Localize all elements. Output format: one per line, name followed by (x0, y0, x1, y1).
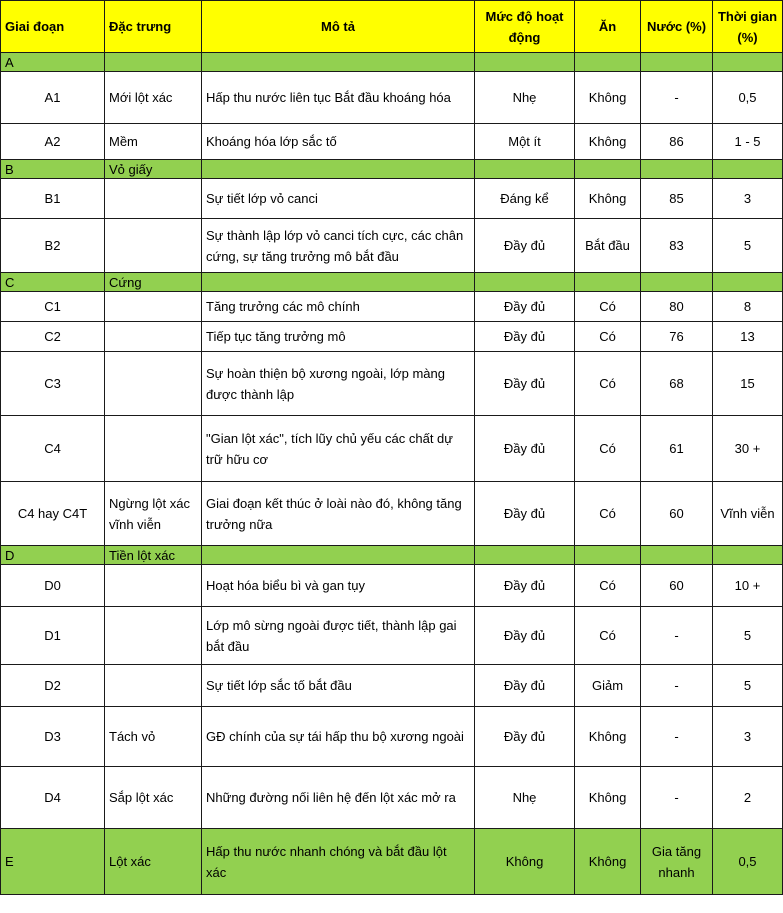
section-feature: Tiền lột xác (105, 546, 202, 565)
table-row-c2 (1, 322, 783, 352)
cell-time: 5 (713, 665, 783, 707)
cell-feeding: Không (575, 829, 641, 895)
cell-time: 0,5 (713, 829, 783, 895)
table-row-a1 (1, 72, 783, 124)
cell-stage: A2 (1, 124, 105, 160)
cell-water: 83 (641, 219, 713, 273)
cell-stage: D4 (1, 767, 105, 829)
cell-activity: Đầy đủ (475, 665, 575, 707)
cell-time: 5 (713, 219, 783, 273)
table-row-c1 (1, 292, 783, 322)
cell-stage: D0 (1, 565, 105, 607)
cell-water: 85 (641, 179, 713, 219)
cell-feature (105, 322, 202, 352)
cell-feeding: Có (575, 292, 641, 322)
cell-activity: Đầy đủ (475, 707, 575, 767)
cell-activity: Đầy đủ (475, 219, 575, 273)
cell-description: Sự hoàn thiện bộ xương ngoài, lớp màng được thành lập (202, 352, 475, 416)
cell-water: 60 (641, 482, 713, 546)
cell-description: Giai đoạn kết thúc ở loài nào đó, không tăng trưởng nữa (202, 482, 475, 546)
cell-stage: C2 (1, 322, 105, 352)
cell-feature (105, 565, 202, 607)
header-row (1, 1, 783, 53)
cell-feature: Ngừng lột xác vĩnh viễn (105, 482, 202, 546)
cell-feature: Sắp lột xác (105, 767, 202, 829)
cell-stage: C4 (1, 416, 105, 482)
cell-feature (105, 219, 202, 273)
cell-activity: Đầy đủ (475, 607, 575, 665)
cell-feature (105, 352, 202, 416)
cell-description: Những đường nối liên hệ đến lột xác mở ra (202, 767, 475, 829)
cell-feature (105, 292, 202, 322)
cell-feeding: Không (575, 72, 641, 124)
table-row-d0 (1, 565, 783, 607)
cell-description: Hấp thu nước liên tục Bắt đầu khoáng hóa (202, 72, 475, 124)
cell-time: 1 - 5 (713, 124, 783, 160)
cell-water: 60 (641, 565, 713, 607)
cell-activity: Một ít (475, 124, 575, 160)
section-row-c (1, 273, 783, 292)
cell-time: 30 + (713, 416, 783, 482)
cell-time: Vĩnh viễn (713, 482, 783, 546)
cell-time: 5 (713, 607, 783, 665)
cell-water: - (641, 72, 713, 124)
cell-activity: Nhẹ (475, 72, 575, 124)
cell-water: 86 (641, 124, 713, 160)
header-description: Mô tả (202, 1, 475, 53)
cell-feature: Mới lột xác (105, 72, 202, 124)
section-feature: Cứng (105, 273, 202, 292)
cell-description: Khoáng hóa lớp sắc tố (202, 124, 475, 160)
cell-description: Sự tiết lớp vỏ canci (202, 179, 475, 219)
cell-description: Tăng trưởng các mô chính (202, 292, 475, 322)
cell-stage: D2 (1, 665, 105, 707)
cell-time: 3 (713, 707, 783, 767)
cell-feature (105, 607, 202, 665)
cell-feeding: Có (575, 607, 641, 665)
section-feature (105, 53, 202, 72)
table-row-d1 (1, 607, 783, 665)
section-label: C (1, 273, 105, 292)
cell-feeding: Có (575, 322, 641, 352)
table-row-d4 (1, 767, 783, 829)
cell-activity: Đầy đủ (475, 352, 575, 416)
cell-description: "Gian lột xác", tích lũy chủ yếu các chất dự trữ hữu cơ (202, 416, 475, 482)
section-row-d (1, 546, 783, 565)
table-row-d3 (1, 707, 783, 767)
cell-feeding: Bắt đầu (575, 219, 641, 273)
cell-stage: E (1, 829, 105, 895)
cell-time: 3 (713, 179, 783, 219)
cell-feeding: Có (575, 352, 641, 416)
cell-feature: Lột xác (105, 829, 202, 895)
cell-time: 2 (713, 767, 783, 829)
header-activity: Mức độ hoạt động (475, 1, 575, 53)
cell-time: 0,5 (713, 72, 783, 124)
cell-activity: Đáng kể (475, 179, 575, 219)
table-row-c4t (1, 482, 783, 546)
header-feature: Đặc trưng (105, 1, 202, 53)
cell-feeding: Không (575, 179, 641, 219)
cell-feeding: Không (575, 767, 641, 829)
cell-time: 8 (713, 292, 783, 322)
cell-water: - (641, 607, 713, 665)
cell-feature: Mềm (105, 124, 202, 160)
cell-activity: Không (475, 829, 575, 895)
cell-description: GĐ chính của sự tái hấp thu bộ xương ngoài (202, 707, 475, 767)
cell-description: Tiếp tục tăng trưởng mô (202, 322, 475, 352)
table-row-a2 (1, 124, 783, 160)
cell-description: Sự tiết lớp sắc tố bắt đầu (202, 665, 475, 707)
cell-stage: B2 (1, 219, 105, 273)
table-row-b2 (1, 219, 783, 273)
cell-feeding: Không (575, 124, 641, 160)
table-row-c3 (1, 352, 783, 416)
section-feature: Vỏ giấy (105, 160, 202, 179)
cell-time: 10 + (713, 565, 783, 607)
section-row-a (1, 53, 783, 72)
cell-feature (105, 665, 202, 707)
table-row-e (1, 829, 783, 895)
cell-water: - (641, 767, 713, 829)
cell-activity: Đầy đủ (475, 565, 575, 607)
section-label: D (1, 546, 105, 565)
cell-stage: A1 (1, 72, 105, 124)
table-row-c4 (1, 416, 783, 482)
cell-time: 13 (713, 322, 783, 352)
cell-stage: C1 (1, 292, 105, 322)
cell-water: 68 (641, 352, 713, 416)
cell-activity: Đầy đủ (475, 322, 575, 352)
section-label: A (1, 53, 105, 72)
cell-description: Sự thành lập lớp vỏ canci tích cực, các chân cứng, sự tăng trưởng mô bắt đầu (202, 219, 475, 273)
header-time: Thời gian (%) (713, 1, 783, 53)
cell-stage: D1 (1, 607, 105, 665)
cell-feeding: Có (575, 416, 641, 482)
cell-feeding: Có (575, 565, 641, 607)
header-feeding: Ăn (575, 1, 641, 53)
cell-water: 80 (641, 292, 713, 322)
cell-description: Hấp thu nước nhanh chóng và bắt đầu lột xác (202, 829, 475, 895)
cell-activity: Đầy đủ (475, 482, 575, 546)
cell-activity: Nhẹ (475, 767, 575, 829)
cell-time: 15 (713, 352, 783, 416)
cell-feeding: Có (575, 482, 641, 546)
cell-stage: C4 hay C4T (1, 482, 105, 546)
cell-feature (105, 179, 202, 219)
cell-stage: D3 (1, 707, 105, 767)
cell-water: - (641, 665, 713, 707)
cell-activity: Đầy đủ (475, 416, 575, 482)
cell-feeding: Không (575, 707, 641, 767)
cell-feature: Tách vỏ (105, 707, 202, 767)
cell-water: 61 (641, 416, 713, 482)
cell-feature (105, 416, 202, 482)
section-row-b (1, 160, 783, 179)
cell-description: Hoạt hóa biểu bì và gan tụy (202, 565, 475, 607)
header-stage: Giai đoạn (1, 1, 105, 53)
header-water: Nước (%) (641, 1, 713, 53)
table-row-b1 (1, 179, 783, 219)
section-label: B (1, 160, 105, 179)
table-row-d2 (1, 665, 783, 707)
cell-stage: C3 (1, 352, 105, 416)
cell-activity: Đầy đủ (475, 292, 575, 322)
cell-description: Lớp mô sừng ngoài được tiết, thành lập gai bắt đầu (202, 607, 475, 665)
cell-water: - (641, 707, 713, 767)
cell-feeding: Giảm (575, 665, 641, 707)
cell-water: 76 (641, 322, 713, 352)
cell-stage: B1 (1, 179, 105, 219)
cell-water: Gia tăng nhanh (641, 829, 713, 895)
